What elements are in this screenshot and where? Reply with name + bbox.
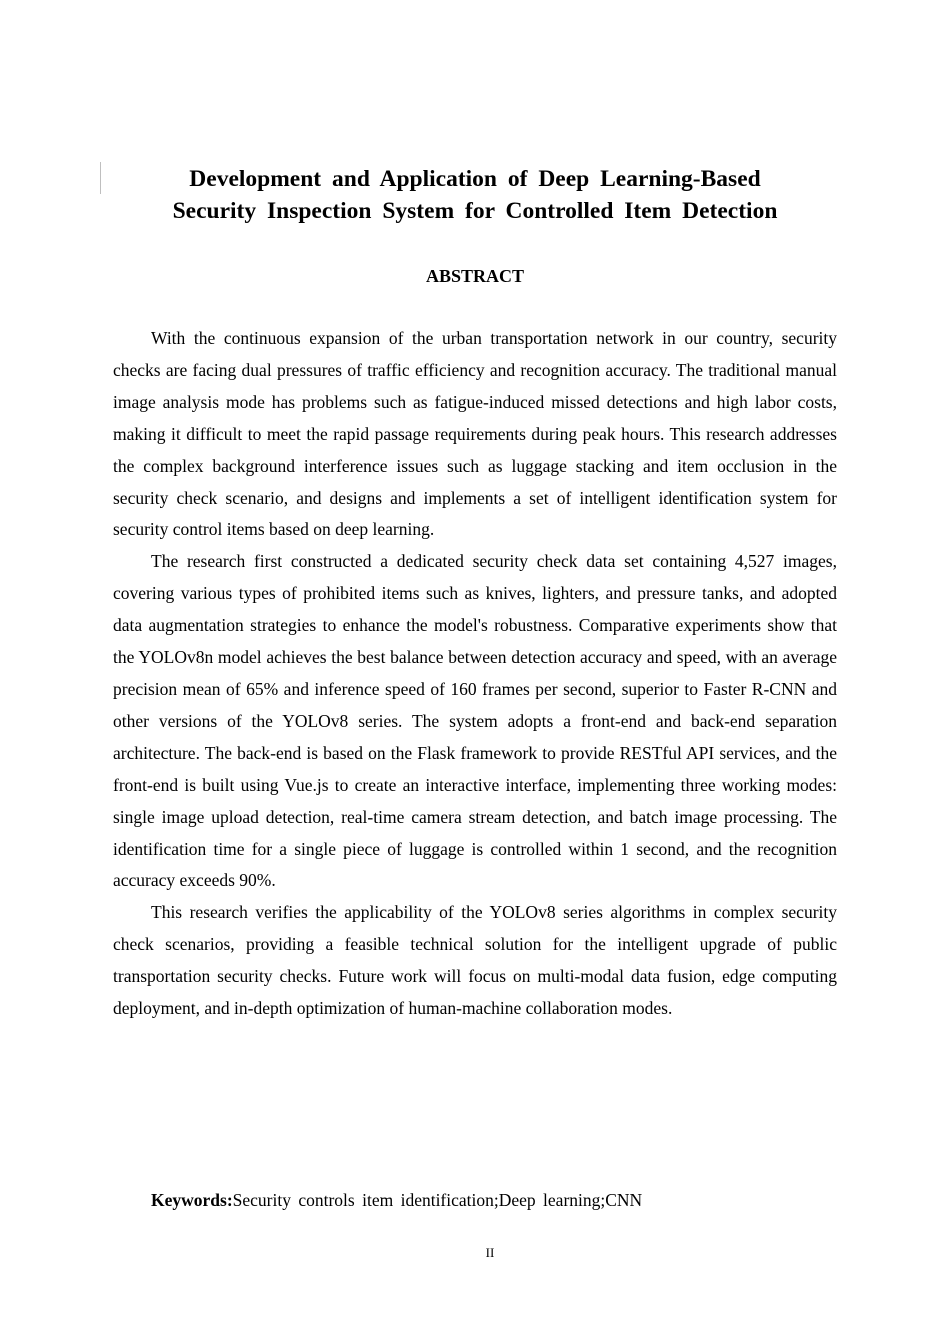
keywords-text: Security controls item identification;Deep learning;CNN (232, 1190, 643, 1210)
title-line-1: Development and Application of Deep Learning-Based (189, 166, 761, 192)
abstract-body (113, 323, 837, 1025)
abstract-heading: ABSTRACT (425, 266, 525, 286)
margin-rule (100, 162, 101, 194)
title-line-2: Security Inspection System for Controlled Item Detection (172, 198, 778, 224)
abstract-paragraph-2: The research first constructed a dedicated security check data set containing 4,527 images, covering various types of prohibited items such as knives, lighters, and pressure tanks, and adopted data augmentation strategies to enhance the model's robustness. Comparative experiments show that the YOLOv8n model achieves the best balance between detection accuracy and speed, with an average precision mean of 65% and inference speed of 160 frames per second, superior to Faster R-CNN and other versions of the YOLOv8 series. The system adopts a front-end and back-end separation architecture. The back-end is based on the Flask framework to provide RESTful API services, and the front-end is built using Vue.js to create an interactive interface, implementing three working modes: single image upload detection, real-time camera stream detection, and batch image processing. The identification time for a single piece of luggage is controlled within 1 second, and the recognition accuracy exceeds 90%. (113, 551, 837, 891)
abstract-paragraph-1: With the continuous expansion of the urban transportation network in our country, security checks are facing dual pressures of traffic efficiency and recognition accuracy. The traditional manual image analysis mode has problems such as fatigue-induced missed detections and high labor costs, making it difficult to meet the rapid passage requirements during peak hours. This research addresses the complex background interference issues such as luggage stacking and item occlusion in the security check scenario, and designs and implements a set of intelligent identification system for security control items based on deep learning. (113, 328, 837, 540)
page-number: II (485, 1245, 495, 1260)
paper-title (113, 163, 837, 227)
abstract-paragraph-3: This research verifies the applicability of the YOLOv8 series algorithms in complex security check scenarios, providing a feasible technical solution for the intelligent upgrade of public transportation security checks. Future work will focus on multi-modal data fusion, edge computing deployment, and in-depth optimization of human-machine collaboration modes. (113, 902, 837, 1019)
keywords-label: Keywords: (151, 1190, 233, 1210)
keywords (151, 1186, 642, 1214)
